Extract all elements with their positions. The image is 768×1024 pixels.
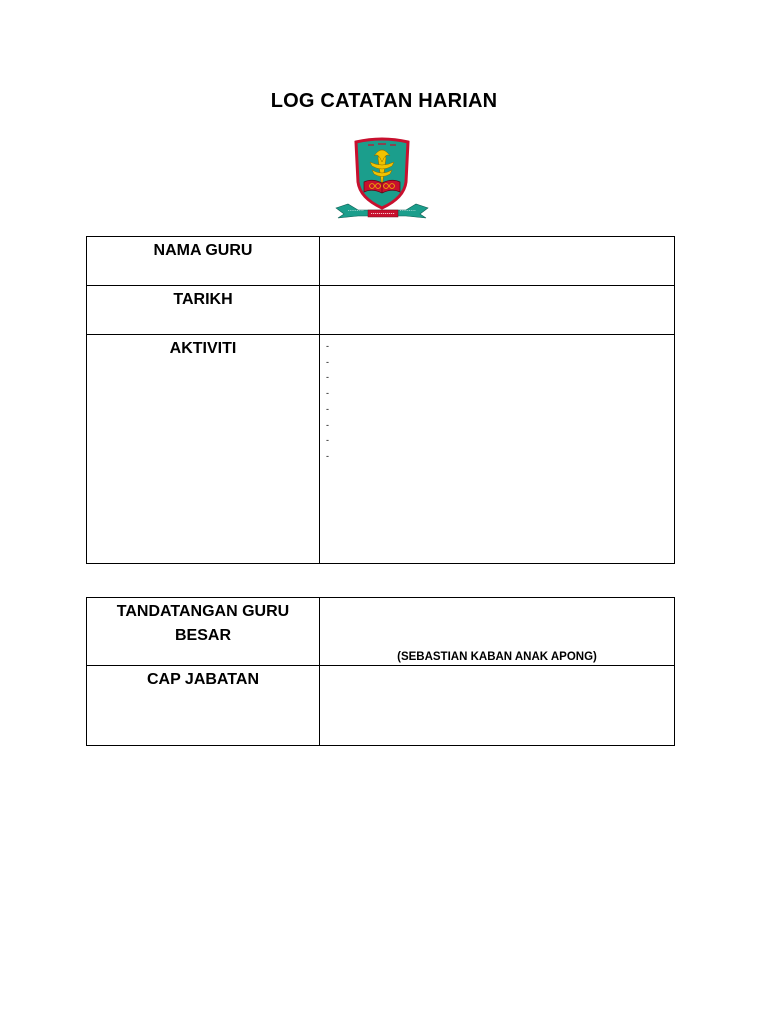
list-item: - — [326, 341, 329, 351]
nama-guru-field[interactable] — [320, 237, 675, 286]
label-cell — [87, 286, 320, 335]
table-row — [87, 666, 675, 746]
list-item: - — [326, 450, 329, 461]
label-cell — [87, 237, 320, 286]
list-item: - — [326, 356, 329, 367]
stamp-field[interactable] — [320, 666, 675, 746]
list-item: - — [326, 388, 329, 399]
log-table — [86, 236, 675, 564]
cap-jabatan-label: CAP JABATAN — [146, 671, 259, 688]
label-cell — [87, 335, 320, 564]
signee-name: (SEBASTIAN KABAN ANAK APONG) — [397, 651, 597, 663]
tarikh-field[interactable] — [320, 286, 675, 335]
aktiviti-label: AKTIVITI — [169, 340, 237, 357]
school-crest-icon — [334, 136, 430, 222]
table-row — [87, 286, 675, 335]
signature-field[interactable] — [320, 598, 675, 666]
tarikh-label: TARIKH — [173, 291, 233, 308]
list-item: - — [326, 419, 329, 430]
aktiviti-list — [326, 339, 674, 465]
aktiviti-field[interactable] — [320, 335, 675, 564]
label-cell — [87, 598, 320, 666]
table-row — [87, 598, 675, 666]
list-item: - — [326, 372, 329, 383]
tandatangan-label: TANDATANGAN GURU BESAR — [116, 603, 290, 644]
nama-guru-label: NAMA GURU — [153, 242, 253, 259]
approval-table — [86, 597, 675, 746]
table-row — [87, 237, 675, 286]
table-row — [87, 335, 675, 564]
list-item: - — [326, 403, 329, 414]
list-item: - — [326, 435, 329, 446]
label-cell — [87, 666, 320, 746]
page-title: LOG CATATAN HARIAN — [270, 90, 498, 112]
